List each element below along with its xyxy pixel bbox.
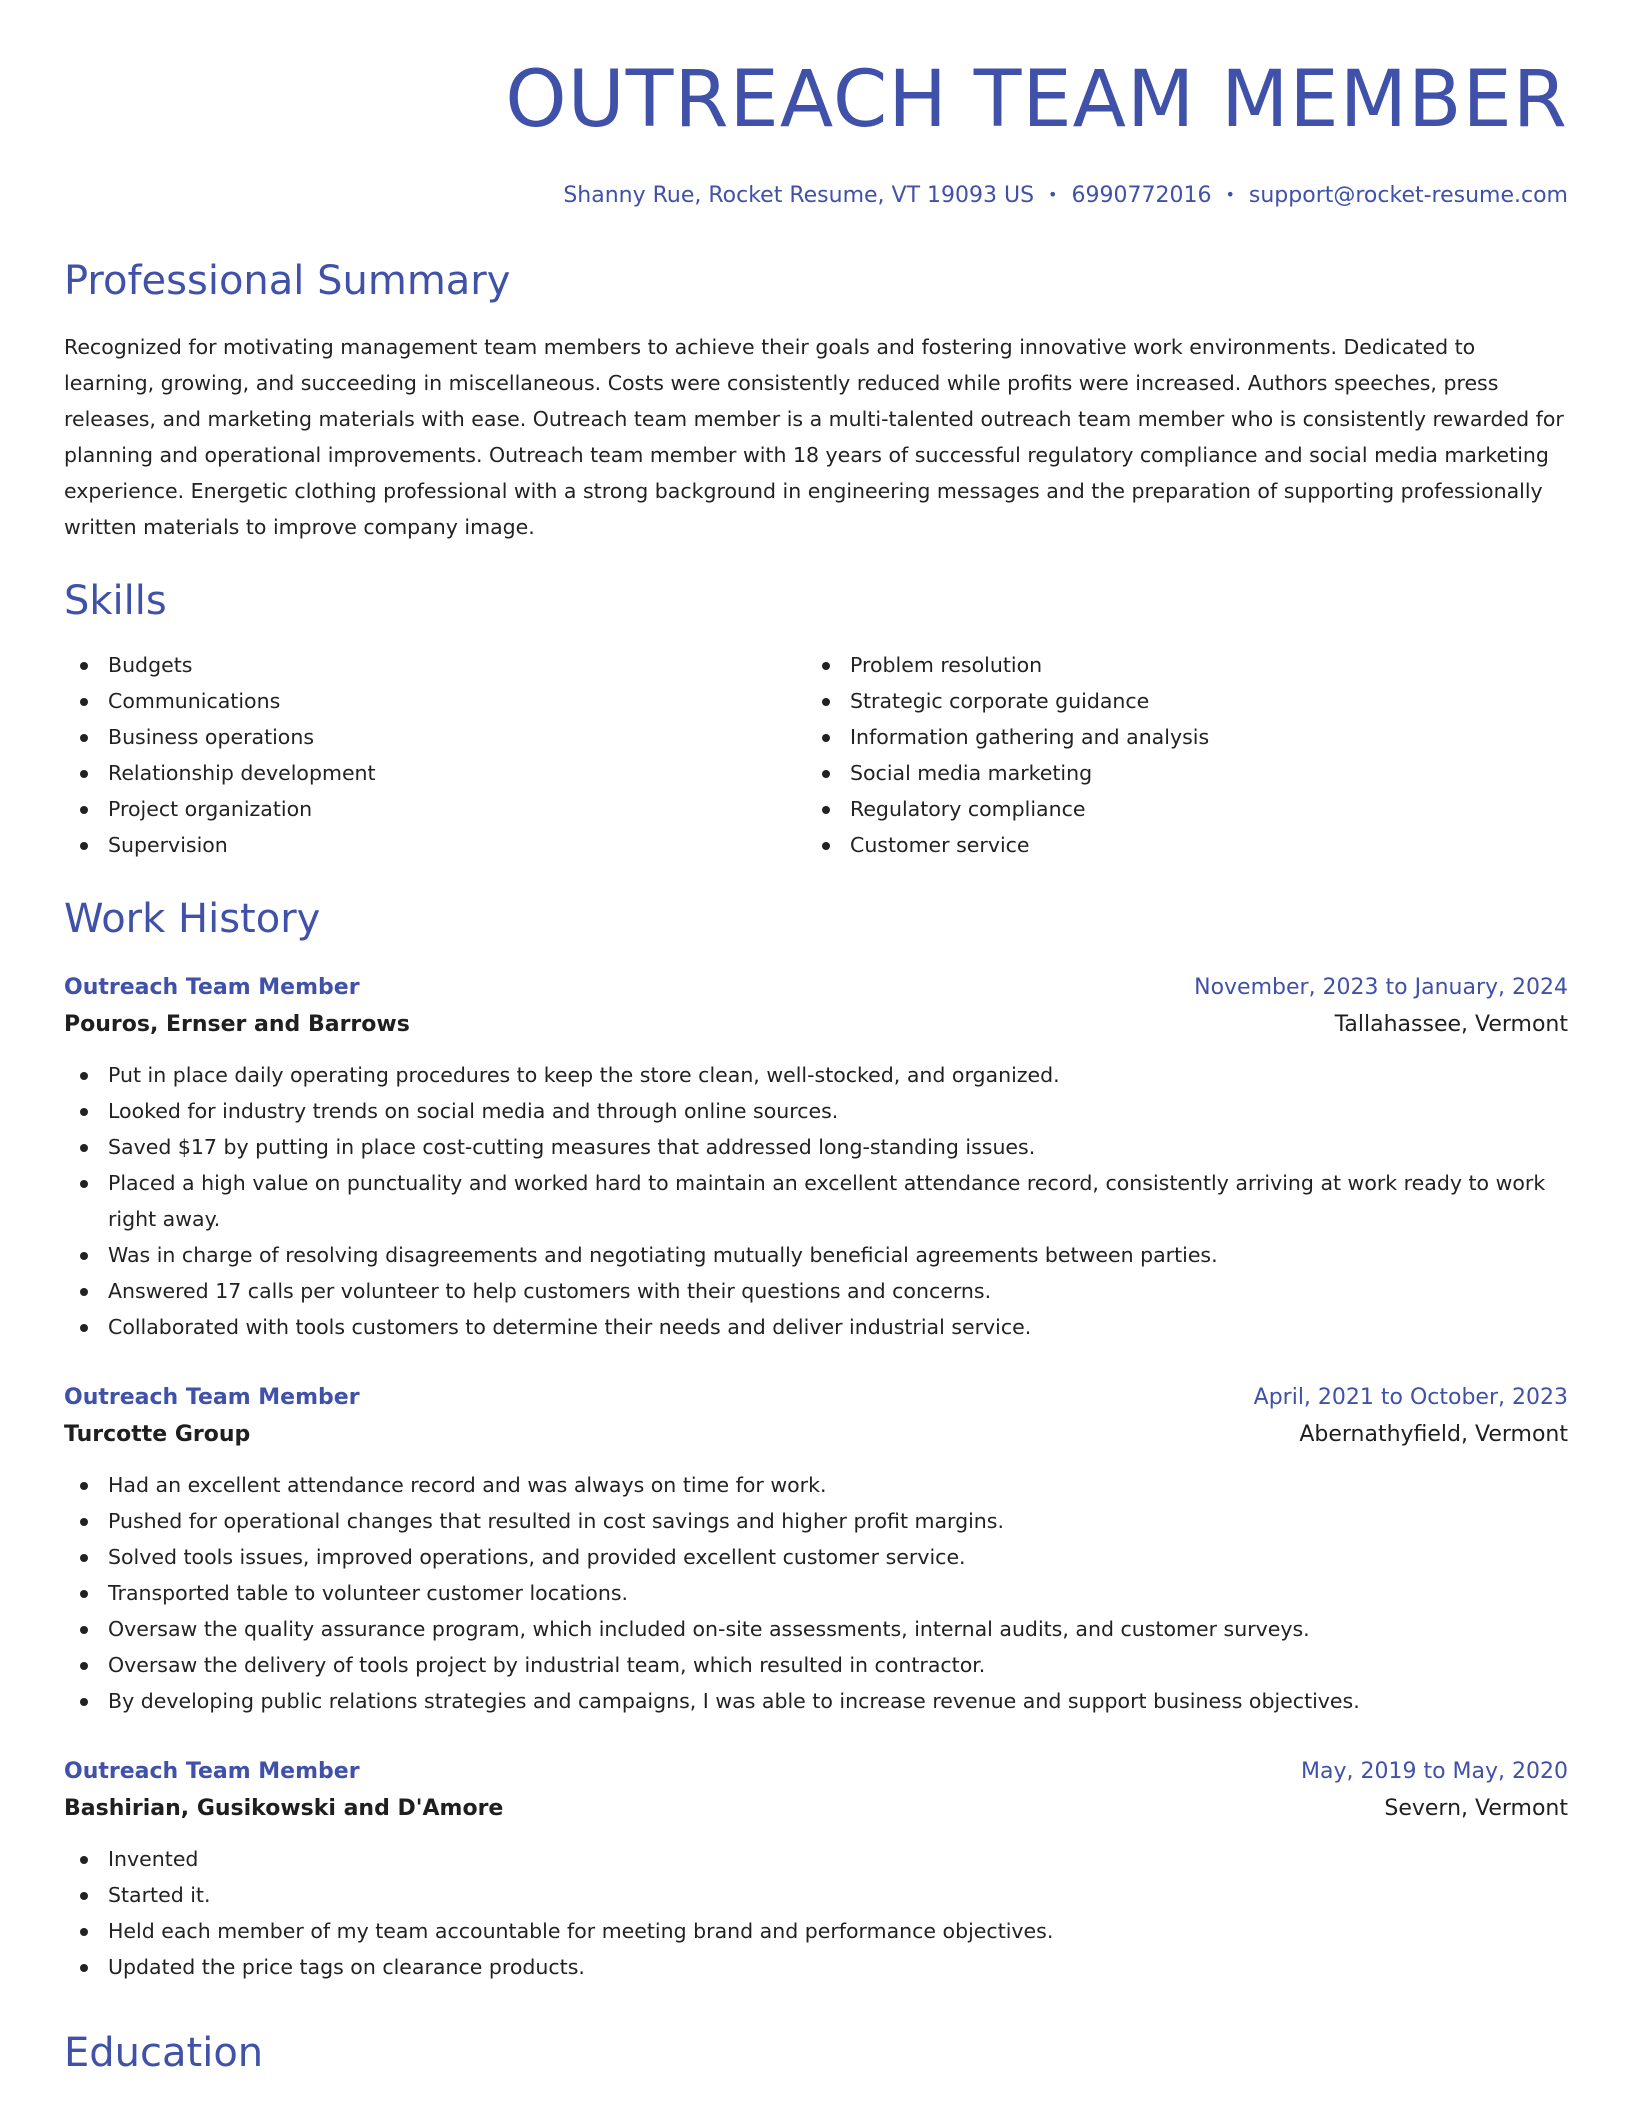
- bullet-text: Solved tools issues, improved operations, and provided excellent customer service.: [108, 1545, 966, 1569]
- bullet-icon: [80, 1482, 88, 1490]
- contact-separator: •: [1048, 185, 1058, 204]
- bullet-icon: [822, 662, 830, 670]
- skill-item: [806, 647, 1548, 683]
- bullet-icon: [80, 1324, 88, 1332]
- bullet-text: Was in charge of resolving disagreements and negotiating mutually beneficial agreements between parties.: [108, 1243, 1218, 1267]
- job-entry: [64, 1381, 1568, 1719]
- job-bullets: [64, 1841, 1568, 1985]
- bullet-icon: [822, 734, 830, 742]
- bullet-icon: [80, 662, 88, 670]
- bullet-icon: [822, 842, 830, 850]
- skill-item: [806, 683, 1548, 719]
- job-bullet: [64, 1841, 1568, 1877]
- bullet-icon: [80, 1590, 88, 1598]
- job-company: Pouros, Ernser and Barrows: [64, 1012, 410, 1037]
- job-title: Outreach Team Member: [64, 1385, 360, 1410]
- bullet-text: Answered 17 calls per volunteer to help customers with their questions and concerns.: [108, 1279, 992, 1303]
- section-title-skills: Skills: [64, 578, 167, 624]
- job-bullet: [64, 1057, 1568, 1093]
- job-company-row: [64, 1005, 1568, 1045]
- job-bullet: [64, 1647, 1568, 1683]
- job-dates: April, 2021 to October, 2023: [1253, 1385, 1568, 1410]
- skill-label: Social media marketing: [850, 761, 1093, 785]
- skill-label: Regulatory compliance: [850, 797, 1086, 821]
- skill-label: Strategic corporate guidance: [850, 689, 1150, 713]
- resume-header: [64, 0, 1568, 211]
- job-bullet: [64, 1237, 1568, 1273]
- bullet-icon: [80, 1072, 88, 1080]
- bullet-icon: [80, 1626, 88, 1634]
- job-company-row: [64, 1415, 1568, 1455]
- skills-columns: [64, 647, 1568, 863]
- job-location: Tallahassee, Vermont: [1334, 1012, 1568, 1037]
- job-bullet: [64, 1913, 1568, 1949]
- job-bullets: [64, 1057, 1568, 1345]
- skills-list-right: [806, 647, 1548, 863]
- contact-address: Shanny Rue, Rocket Resume, VT 19093 US: [563, 183, 1035, 208]
- job-bullet: [64, 1683, 1568, 1719]
- contact-line: [64, 180, 1568, 211]
- job-bullet: [64, 1165, 1568, 1237]
- bullet-text: Oversaw the delivery of tools project by industrial team, which resulted in contractor.: [108, 1653, 986, 1677]
- bullet-icon: [80, 1698, 88, 1706]
- bullet-icon: [822, 806, 830, 814]
- job-bullet: [64, 1949, 1568, 1985]
- job-bullet: [64, 1129, 1568, 1165]
- bullet-icon: [80, 806, 88, 814]
- bullet-text: Oversaw the quality assurance program, which included on-site assessments, internal audits, and customer surveys.: [108, 1617, 1310, 1641]
- skill-label: Relationship development: [108, 761, 376, 785]
- skill-label: Problem resolution: [850, 653, 1043, 677]
- bullet-icon: [80, 1180, 88, 1188]
- job-entry: [64, 1755, 1568, 1985]
- job-bullet: [64, 1309, 1568, 1345]
- bullet-icon: [80, 1252, 88, 1260]
- summary-text: Recognized for motivating management team members to achieve their goals and fostering innovative work environments. Dedicated to learning, growing, and succeeding in miscellaneous. Costs were consistently reduced while profits were increased. Authors speeches, press releases, and marketing materials with ease. Outreach team member is a multi-talented outreach team member who is consistently rewarded for planning and operational improvements. Outreach team member with 18 years of successful regulatory compliance and social media marketing experience. Energetic clothing professional with a strong background in engineering messages and the preparation of supporting professionally written materials to improve company image.: [64, 335, 1564, 539]
- skill-label: Information gathering and analysis: [850, 725, 1210, 749]
- bullet-text: Looked for industry trends on social media and through online sources.: [108, 1099, 839, 1123]
- job-entry: [64, 971, 1568, 1345]
- job-bullet: [64, 1273, 1568, 1309]
- bullet-text: Updated the price tags on clearance products.: [108, 1955, 585, 1979]
- job-location: Abernathyfield, Vermont: [1299, 1422, 1568, 1447]
- job-title-row: [64, 971, 1568, 1005]
- contact-phone: 6990772016: [1071, 183, 1212, 208]
- professional-summary-section: [64, 255, 1568, 545]
- work-history-section: [64, 893, 1568, 1985]
- job-bullet: [64, 1877, 1568, 1913]
- job-bullet: [64, 1539, 1568, 1575]
- job-title-row: [64, 1755, 1568, 1789]
- job-bullet: [64, 1467, 1568, 1503]
- bullet-icon: [80, 770, 88, 778]
- skill-item: [806, 791, 1548, 827]
- job-bullet: [64, 1575, 1568, 1611]
- bullet-text: Started it.: [108, 1883, 211, 1907]
- bullet-icon: [80, 1856, 88, 1864]
- skill-item: [64, 791, 806, 827]
- section-title-education: Education: [64, 2030, 264, 2076]
- skill-item: [64, 647, 806, 683]
- job-company: Bashirian, Gusikowski and D'Amore: [64, 1796, 504, 1821]
- contact-email[interactable]: support@rocket-resume.com: [1248, 183, 1568, 208]
- skills-section: [64, 575, 1568, 863]
- bullet-text: Held each member of my team accountable for meeting brand and performance objectives.: [108, 1919, 1054, 1943]
- bullet-text: Invented: [108, 1847, 199, 1871]
- bullet-text: Pushed for operational changes that resulted in cost savings and higher profit margins.: [108, 1509, 1004, 1533]
- bullet-icon: [80, 1554, 88, 1562]
- bullet-icon: [80, 1892, 88, 1900]
- resume-name: OUTREACH TEAM MEMBER: [505, 55, 1568, 145]
- contact-separator: •: [1225, 185, 1235, 204]
- job-bullet: [64, 1093, 1568, 1129]
- bullet-icon: [80, 698, 88, 706]
- resume-page: [64, 0, 1568, 2079]
- bullet-icon: [80, 734, 88, 742]
- bullet-text: Put in place daily operating procedures to keep the store clean, well-stocked, and organized.: [108, 1063, 1060, 1087]
- job-title: Outreach Team Member: [64, 1759, 360, 1784]
- skill-label: Business operations: [108, 725, 315, 749]
- bullet-icon: [80, 1928, 88, 1936]
- job-company-row: [64, 1789, 1568, 1829]
- job-bullet: [64, 1611, 1568, 1647]
- bullet-icon: [80, 1964, 88, 1972]
- bullet-text: Had an excellent attendance record and was always on time for work.: [108, 1473, 827, 1497]
- bullet-icon: [80, 1288, 88, 1296]
- job-bullets: [64, 1467, 1568, 1719]
- job-dates: May, 2019 to May, 2020: [1301, 1759, 1568, 1784]
- bullet-icon: [80, 842, 88, 850]
- job-location: Severn, Vermont: [1384, 1796, 1568, 1821]
- skill-label: Budgets: [108, 653, 193, 677]
- section-title-work-history: Work History: [64, 896, 321, 942]
- bullet-icon: [80, 1518, 88, 1526]
- skill-label: Customer service: [850, 833, 1030, 857]
- bullet-text: Placed a high value on punctuality and worked hard to maintain an excellent attendance record, consistently arriving at work ready to work right away.: [108, 1171, 1546, 1231]
- skill-label: Supervision: [108, 833, 228, 857]
- job-bullet: [64, 1503, 1568, 1539]
- skill-item: [64, 755, 806, 791]
- skill-item: [806, 755, 1548, 791]
- section-title-summary: Professional Summary: [64, 258, 511, 304]
- education-section: [64, 2027, 1568, 2079]
- job-dates: November, 2023 to January, 2024: [1194, 975, 1568, 1000]
- bullet-icon: [822, 698, 830, 706]
- skill-item: [806, 827, 1548, 863]
- skill-item: [64, 827, 806, 863]
- skill-item: [806, 719, 1548, 755]
- bullet-icon: [822, 770, 830, 778]
- skill-label: Project organization: [108, 797, 313, 821]
- job-title-row: [64, 1381, 1568, 1415]
- bullet-icon: [80, 1108, 88, 1116]
- job-company: Turcotte Group: [64, 1422, 251, 1447]
- skill-item: [64, 683, 806, 719]
- job-title: Outreach Team Member: [64, 975, 360, 1000]
- skill-item: [64, 719, 806, 755]
- bullet-icon: [80, 1662, 88, 1670]
- bullet-text: By developing public relations strategies and campaigns, I was able to increase revenue and support business objectives.: [108, 1689, 1360, 1713]
- skills-list-left: [64, 647, 806, 863]
- bullet-text: Saved $17 by putting in place cost-cutting measures that addressed long-standing issues.: [108, 1135, 1036, 1159]
- bullet-icon: [80, 1144, 88, 1152]
- skill-label: Communications: [108, 689, 281, 713]
- bullet-text: Transported table to volunteer customer locations.: [108, 1581, 629, 1605]
- bullet-text: Collaborated with tools customers to determine their needs and deliver industrial service.: [108, 1315, 1032, 1339]
